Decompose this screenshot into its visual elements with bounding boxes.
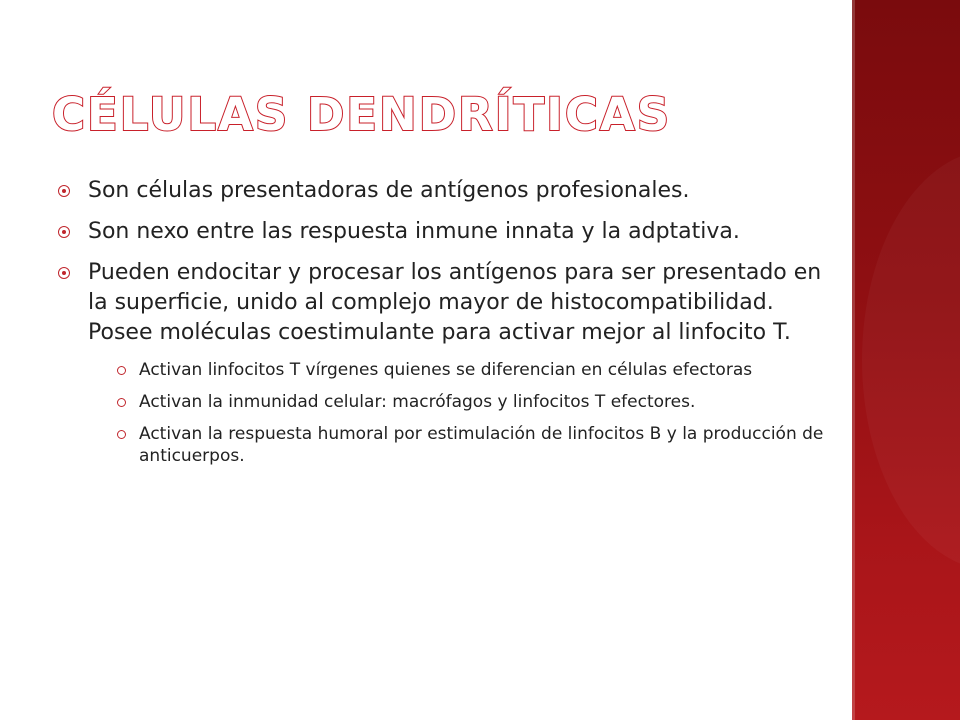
bullet-item [56, 258, 836, 348]
bullet-text: Son células presentadoras de antígenos profesionales. [88, 178, 690, 203]
subbullet-text: Activan linfocitos T vírgenes quienes se diferencian en células efectoras [139, 360, 753, 380]
bullet-item [56, 217, 836, 247]
band-edge-highlight [852, 0, 855, 720]
band-arc-decoration [862, 150, 960, 570]
slide-title: CÉLULAS DENDRÍTICAS [52, 88, 672, 141]
subbullet-item [117, 359, 836, 381]
subbullet-text: Activan la respuesta humoral por estimulación de linfocitos B y la producción de anticuerpos. [139, 424, 824, 466]
bullet-text: Pueden endocitar y procesar los antígenos para ser presentado en la superficie, unido al complejo mayor de histocompatibilidad. Posee moléculas coestimulante para activar mejor al linfocito T. [88, 260, 822, 345]
subbullet-item [117, 391, 836, 413]
side-decoration-band [852, 0, 960, 720]
subbullet-list [56, 359, 836, 467]
bullet-text: Son nexo entre las respuesta inmune innata y la adptativa. [88, 219, 740, 244]
subbullet-text: Activan la inmunidad celular: macrófagos y linfocitos T efectores. [139, 392, 696, 412]
ring-bullet-icon [117, 398, 126, 407]
ring-bullet-icon [117, 366, 126, 375]
slide-content [56, 176, 836, 477]
bullet-icon [58, 226, 70, 238]
bullet-icon [58, 267, 70, 279]
bullet-item [56, 176, 836, 206]
subbullet-item [117, 423, 836, 467]
ring-bullet-icon [117, 430, 126, 439]
bullet-icon [58, 185, 70, 197]
